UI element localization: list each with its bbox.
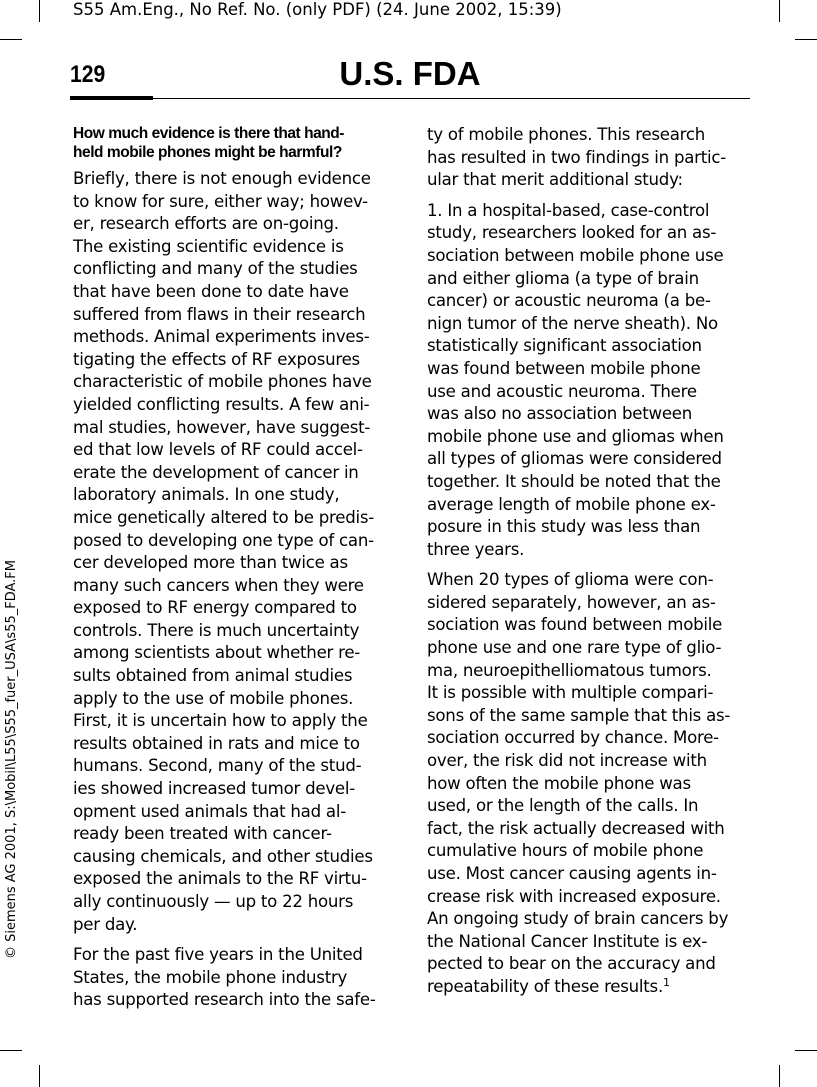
header-rule: [70, 98, 750, 99]
crop-mark-top-left-horizontal: [0, 39, 22, 40]
body-paragraph: ty of mobile phones. This research has resulted in two findings in partic- ular that merit additional study:: [427, 125, 726, 190]
body-paragraph: For the past five years in the United States, the mobile phone industry has supported research into the safe-: [73, 945, 376, 1010]
right-column: [427, 124, 749, 1007]
body-paragraph: Briefly, there is not enough evidence to know for sure, either way; howev- er, research efforts are on-going. The existing scientific evidence is conflicting and many of the studies that have been done to date have suffered from flaws in their research methods. Animal experiments inves- tigating the effects of RF exposures characteristic of mobile phones have yielded conflicting results. A few ani- mal studies, however, have suggest- ed that low levels of RF could accel- erate the development of cancer in laboratory animals. In one study, mice genetically altered to be predis- posed to developing one type of can- cer developed more than twice as many such cancers when they were exposed to RF energy compared to controls. There is much uncertainty among scientists about whether re- sults obtained from animal studies apply to the use of mobile phones. First, it is uncertain how to apply the results obtained in rats and mice to humans. Second, many of the stud- ies showed increased tumor devel- opment used animals that had al- ready been treated with cancer- causing chemicals, and other studies exposed the animals to the RF virtu- ally continuously — up to 22 hours per day.: [73, 169, 374, 934]
running-header: S55 Am.Eng., No Ref. No. (only PDF) (24. June 2002, 15:39): [73, 0, 562, 19]
side-copyright-note: [2, 560, 22, 960]
crop-mark-bottom-left-horizontal: [0, 1050, 22, 1051]
left-column: [73, 124, 395, 1020]
page-number-underline: [70, 96, 153, 100]
crop-mark-top-left-vertical: [39, 0, 40, 22]
crop-mark-bottom-right-horizontal: [795, 1050, 817, 1051]
side-copyright-text: © Siemens AG 2001, S:\Mobil\L55\S55_fuer_USA\s55_FDA.FM: [4, 560, 19, 960]
section-heading: How much evidence is there that hand- held mobile phones might be harmful?: [73, 125, 345, 161]
crop-mark-bottom-right-vertical: [779, 1065, 780, 1087]
crop-mark-top-right-vertical: [779, 0, 780, 22]
body-paragraph: [427, 569, 749, 998]
body-paragraph: 1. In a hospital-based, case-control study, researchers looked for an as- sociation between mobile phone use and either glioma (a type of brain cancer) or acoustic neuroma (a be- nign tumor of the nerve sheath). No statistically significant association was found between mobile phone use and acoustic neuroma. There was also no association between mobile phone use and gliomas when all types of gliomas were considered together. It should be noted that the average length of mobile phone ex- posure in this study was less than three years.: [427, 200, 724, 559]
page-title: U.S. FDA: [339, 55, 481, 92]
crop-mark-bottom-left-vertical: [39, 1065, 40, 1087]
page-number: 129: [70, 61, 106, 88]
crop-mark-top-right-horizontal: [795, 39, 817, 40]
footnote-marker: 1: [662, 975, 670, 989]
body-paragraph-text: When 20 types of glioma were con- sidered separately, however, an as- sociation was found between mobile phone use and one rare type of glio- ma, neuroepithelliomatous tumors. It is possible with multiple compari- sons of the same sample that this as- sociation occurred by chance. More- over, the risk did not increase with how often the mobile phone was used, or the length of the calls. In fact, the risk actually decreased with cumulative hours of mobile phone use. Most cancer causing agents in- crease risk with increased exposure. An ongoing study of brain cancers by the National Cancer Institute is ex- pected to bear on the accuracy and repeatability of these results.: [427, 570, 731, 996]
